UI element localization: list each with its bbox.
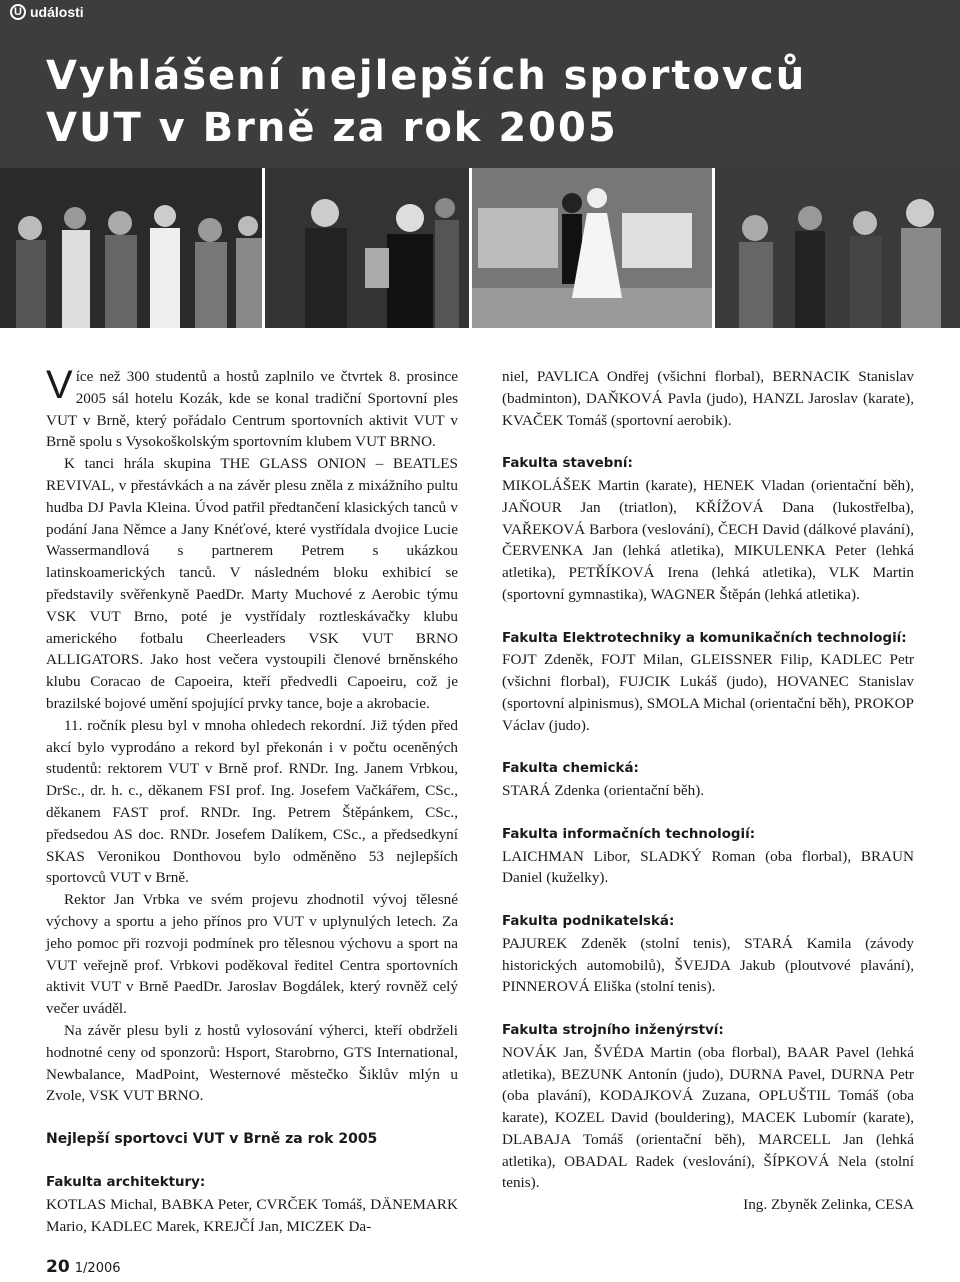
section-label: události (30, 4, 84, 20)
faculty-heading: Fakulta chemická: (502, 761, 639, 777)
photo-ballroom (0, 168, 265, 328)
article-paragraph: 11. ročník plesu byl v mnoha ohledech rekordní. Již týden před akcí bylo vyprodáno a rekord byl překonán i v počtu oceněných studentů: rektorem VUT v Brně prof. RNDr. Ing. Janem Vrbkou, DrSc., dr. h. c., děkanem FSI prof. Ing. Josefem Vačkářem, CSc., děkanem FAST prof. RNDr. Ing. Petrem Štěpánkem, CSc., předsedou AS doc. RNDr. Josefem Dalíkem, CSc., a předsedkyní SKAS Veronikou Donthovou bylo odměněno 53 nejlepších sportovců VUT v Brně. (46, 716, 458, 887)
article-paragraph: Více než 300 studentů a hostů zaplnilo ve čtvrtek 8. prosince 2005 sál hotelu Kozák, kde se konal tradiční Sportovní ples VUT v Brně, který pořádalo Centrum sportovních aktivit VUT v Brně spolu s Vysokoškolským sportovním klubem VUT BRNO. (46, 363, 458, 451)
article-paragraph: Na závěr plesu byli z hostů vylosování výherci, kteří obdrželi hodnotné ceny od sponzorů: Hsport, Starobrno, GTS International, Newbalance, MadPoint, Westernové městečko Šiklův mlýn u Zvole, VSK VUT BRNO. (46, 1021, 458, 1105)
title-line-1: Vyhlášení nejlepších sportovců (46, 53, 807, 99)
drop-cap: V (46, 363, 73, 407)
page-footer (46, 1257, 121, 1277)
title-line-2: VUT v Brně za rok 2005 (46, 105, 618, 151)
faculty-names: KOTLAS Michal, BABKA Peter, CVRČEK Tomáš, DÄNEMARK Mario, KADLEC Marek, KREJČÍ Jan, MICZEK Da- (46, 1196, 458, 1236)
issue-number: 1/2006 (74, 1261, 121, 1276)
faculty-names: PAJUREK Zdeněk (stolní tenis), STARÁ Kamila (závody historických automobilů), ŠVEJDA Jakub (ploutvové plavání), PINNEROVÁ Eliška (stolní tenis). (502, 934, 914, 996)
faculty-heading: Fakulta architektury: (46, 1175, 206, 1191)
photo-guests (715, 168, 960, 328)
faculty-heading: Fakulta stavební: (502, 456, 633, 472)
faculty-heading: Fakulta Elektrotechniky a komunikačních technologií: (502, 630, 907, 646)
faculty-names: niel, PAVLICA Ondřej (všichni florbal), BERNACIK Stanislav (badminton), DAŇKOVÁ Pavla (judo), HANZL Jaroslav (karate), KVAČEK Tomáš (sportovní aerobik). (502, 368, 914, 429)
photo-award (265, 168, 472, 328)
article-column-right (502, 366, 914, 1216)
page-header (0, 0, 960, 168)
article-column-left (46, 363, 458, 1238)
faculty-heading: Fakulta informačních technologií: (502, 826, 756, 842)
faculty-names: FOJT Zdeněk, FOJT Milan, GLEISSNER Filip, KADLEC Petr (všichni florbal), FUJCIK Lukáš (judo), HOVANEC Stanislav (sportovní alpinismus), SMOLA Michal (orientační běh), PROKOP Václav (judo). (502, 651, 914, 734)
faculty-heading: Fakulta podnikatelská: (502, 913, 675, 929)
faculty-names: NOVÁK Jan, ŠVÉDA Martin (oba florbal), BAAR Pavel (lehká atletika), BEZUNK Antonín (judo), DURNA Pavel, DURNA Petr (oba plavání), KODAJKOVÁ Zuzana, OPLUŠTIL Tomáš (oba karate), KOZEL David (bouldering), MACEK Lubomír (karate), DLABAJA Tomáš (orientační běh), MARCELL Jan (lehká atletika), OBADAL Radek (veslování), ŠÍPKOVÁ Nela (stolní tenis). (502, 1043, 914, 1192)
author-signature: Ing. Zbyněk Zelinka, CESA (743, 1196, 914, 1214)
article-paragraph: K tanci hrála skupina THE GLASS ONION – BEATLES REVIVAL, v přestávkách a na závěr plesu zněla z mixážního pultu hudba DJ Pavla Kleina. Úvod patřil předtančení klasických tanců v podání Jana Němce a Jany Knéťové, které vystřídala dvojice Lucie Wassermandlová s partnerem Petrem s ukázkou latinskoamerických tanců. V následném bloku exhibicí se představily svěřenkyně PaedDr. Marty Muchové z Aerobic týmu VSK VUT Brno, poté je vystřídaly roztleskávačky klubu amerického fotbalu Cheerleaders VSK VUT BRNO ALLIGATORS. Jako host večera vystoupili členové brněnského klubu Coracao de Capoeira, kteří předvedli Capoeiru, což je brazilské bojové umění spojující prvky tance, boje a akrobacie. (46, 455, 458, 712)
section-tag (10, 2, 84, 22)
photo-dancers (472, 168, 715, 328)
page-number: 20 (46, 1257, 70, 1277)
faculty-heading: Fakulta strojního inženýrství: (502, 1022, 724, 1038)
photo-strip (0, 168, 960, 328)
faculty-names: STARÁ Zdenka (orientační běh). (502, 782, 705, 800)
faculty-names: MIKOLÁŠEK Martin (karate), HENEK Vladan (orientační běh), JAŇOUR Jan (triatlon), KŘÍŽOVÁ Dana (lukostřelba), VAŘEKOVÁ Barbora (veslování), ČECH David (dálkové plavání), ČERVENKA Jan (lehká atletika), MIKULENKA Peter (lehká atletika), PETŘÍKOVÁ Irena (lehká atletika), VLK Martin (sportovní gymnastika), WAGNER Štěpán (lehká atletika). (502, 476, 914, 603)
list-title: Nejlepší sportovci VUT v Brně za rok 2005 (46, 1130, 378, 1147)
article-paragraph: Rektor Jan Vrbka ve svém projevu zhodnotil vývoj tělesné výchovy a sportu a jeho přínos pro VUT v uplynulých letech. Za jeho pomoc při rozvoji podmínek pro tělesnou výchovu a sport na VUT veřejně prof. Vrbkovi poděkoval ředitel Centra sportovních aktivit VUT v Brně PaedDr. Jaroslav Bogdálek, který rovněž celý večer uváděl. (46, 891, 458, 1018)
article-title (46, 50, 806, 154)
university-logo-icon: U (10, 4, 26, 20)
faculty-names: LAICHMAN Libor, SLADKÝ Roman (oba florbal), BRAUN Daniel (kuželky). (502, 847, 914, 887)
